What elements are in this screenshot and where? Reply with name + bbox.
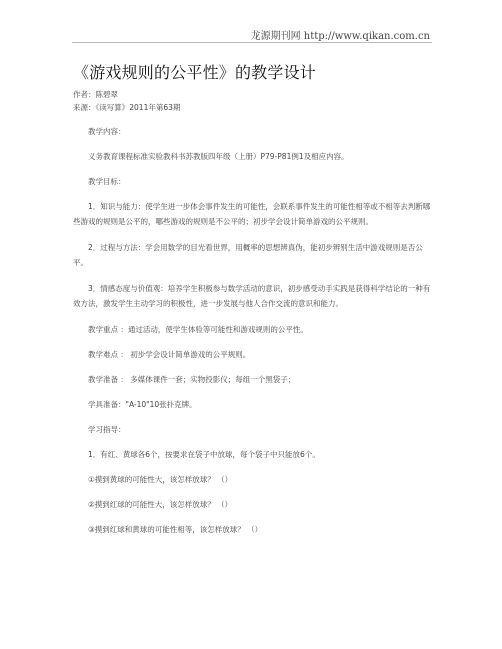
paragraph: 教学难点 ： 初步学会设计简单游戏的公平规则。 xyxy=(88,350,251,359)
paragraph: 1．知识与能力：使学生进一步体会事件发生的可能性，会联系事件发生的可能性相等或不相等去判断哪些游戏的规则是公平的，哪些游戏的规则是不公平的；初步学会设计简单游戏的公平规则。 xyxy=(73,202,431,226)
paragraph: 3．情感态度与价值观：培养学生积极参与数学活动的意识，初步感受动手实践是获得科学结论的一种有效方法，激发学生主动学习的积极性，进一步发展与他人合作交流的意识和能力。 xyxy=(73,284,431,308)
paragraph: 学习指导： xyxy=(88,425,126,434)
paragraph: 义务教育课程标准实验教科书苏教版四年级（上册）P79-P81例1及相应内容。 xyxy=(88,152,349,161)
article-author: 作者：陈碧翠 xyxy=(73,90,118,99)
paragraph: 教学准备 ： 多媒体课件一套；实物投影仪；每组一个黑袋子； xyxy=(88,375,296,384)
header-divider xyxy=(72,42,432,43)
paragraph: 1．有红、黄球各6个，按要求在袋子中放球，每个袋子中只能放6个。 xyxy=(88,450,320,459)
article-source: 来源：《读写算》2011年第63期 xyxy=(73,103,181,112)
article-body xyxy=(73,124,433,537)
paragraph: 学具准备："A-10"10张扑克牌。 xyxy=(88,400,197,409)
site-header: 龙源期刊网 http://www.qikan.com.cn xyxy=(250,31,430,42)
paragraph: ③摸到红球和黄球的可能性相等，该怎样放球？ （） xyxy=(88,525,263,534)
paragraph: 教学目标： xyxy=(88,177,126,186)
paragraph: ②摸到红球的可能性大，该怎样放球？ （） xyxy=(88,500,233,509)
article-title: 《游戏规则的公平性》的教学设计 xyxy=(73,63,317,82)
paragraph: 教学重点 ：通过活动，使学生体验等可能性和游戏规则的公平性。 xyxy=(88,325,308,334)
paragraph: 教学内容： xyxy=(88,127,126,136)
paragraph: ①摸到黄球的可能性大，该怎样放球？ （） xyxy=(88,475,233,484)
paragraph: 2．过程与方法：学会用数学的目光看世界，用概率的思想辨真伪，能初步辨别生活中游戏规则是否公平。 xyxy=(73,243,423,267)
